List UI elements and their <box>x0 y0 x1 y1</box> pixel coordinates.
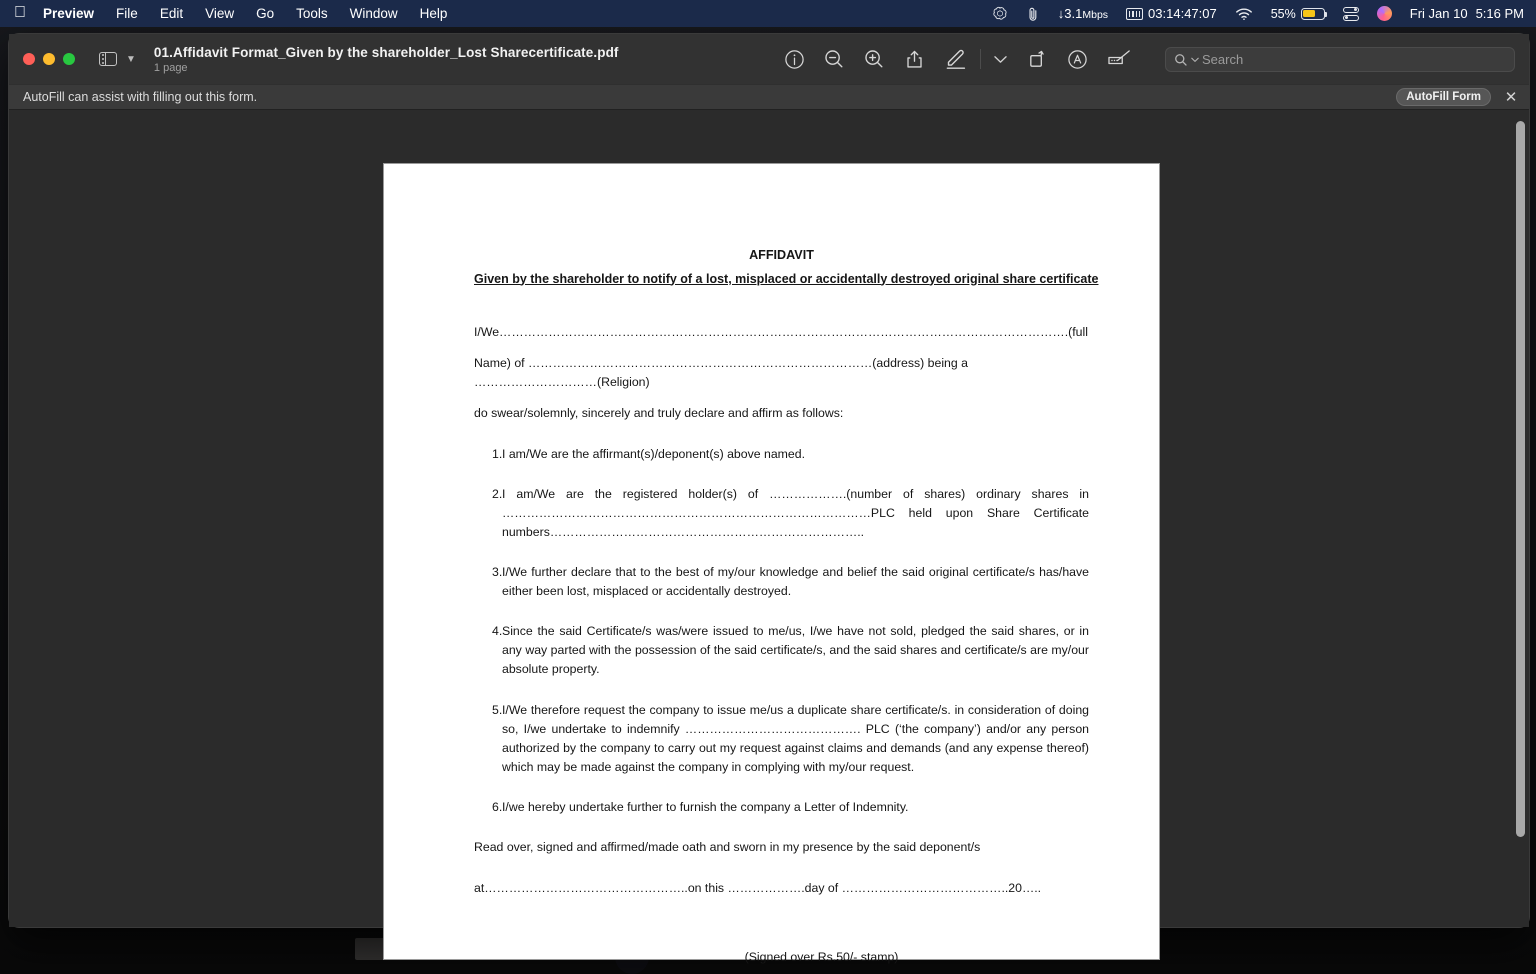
closing-line-2: at…………………………………………..on this ……………….day of …………………………………..20….. <box>474 880 1042 895</box>
close-button[interactable] <box>23 53 35 65</box>
affidavit-clause-list <box>474 445 1089 817</box>
network-speed-unit: Mbps <box>1082 8 1109 21</box>
list-item <box>474 563 1089 601</box>
info-icon[interactable] <box>774 42 814 76</box>
zoom-in-icon[interactable] <box>854 42 894 76</box>
document-title-block <box>154 45 619 74</box>
search-chevron-down-icon[interactable] <box>1191 57 1199 63</box>
menu-item-window[interactable]: Window <box>337 6 386 21</box>
clause-number: 2. <box>492 487 503 502</box>
affidavit-heading: AFFIDAVIT <box>749 248 814 262</box>
menu-item-edit[interactable]: Edit <box>147 6 172 21</box>
battery-percent-label: 55% <box>1270 6 1296 21</box>
apple-logo-icon[interactable] <box>14 5 26 21</box>
document-canvas[interactable] <box>9 111 1529 964</box>
clause-text: I/We therefore request the company to issue me/us a duplicate share certificate/s. in consideration of doing so, I/we undertake to indemnify ……………………………………. PLC (‘the company’) and/or any person authorized by the company to carry out my request against claims and demands (and any expense thereof) which may be made against the company in complying with my/our request. <box>502 702 1089 774</box>
minimize-button[interactable] <box>43 53 55 65</box>
clause-text: Since the said Certificate/s was/were issued to me/us, I/we have not sold, pledged the said shares, or in any way parted with the possession of the said certificate/s, and the said shares and certificate/s are my/our absolute property. <box>502 624 1089 677</box>
autofill-bar <box>9 84 1529 110</box>
menu-item-file[interactable]: File <box>104 6 126 21</box>
closing-line-1: Read over, signed and affirmed/made oath and sworn in my presence by the said deponent/s <box>474 839 981 854</box>
intro-line-1: I/We………………………………………………………………………………………………………………………….(full <box>474 324 1088 339</box>
menu-bar <box>0 0 1536 27</box>
search-field[interactable] <box>1165 47 1515 72</box>
zoom-out-icon[interactable] <box>814 42 854 76</box>
preview-window <box>8 33 1530 964</box>
list-item <box>474 622 1089 679</box>
clause-number: 3. <box>492 565 503 580</box>
wifi-icon[interactable] <box>1235 7 1253 21</box>
window-titlebar <box>9 34 1529 84</box>
menu-item-help[interactable]: Help <box>407 6 436 21</box>
menu-item-go[interactable]: Go <box>244 6 263 21</box>
download-arrow-icon: ↓ <box>1057 6 1065 21</box>
stamp-note: (Signed over Rs.50/- stamp) <box>744 949 899 964</box>
autofill-actions <box>1396 88 1519 106</box>
list-item <box>474 445 1089 464</box>
network-speed-indicator[interactable] <box>1058 6 1108 21</box>
menubar-clock[interactable]: 5:16 PM <box>1475 6 1524 21</box>
clause-text: I am/We are the affirmant(s)/deponent(s) above named. <box>502 447 806 462</box>
control-center-icon[interactable] <box>1343 7 1359 21</box>
toolbar-divider <box>980 49 981 69</box>
list-item <box>474 701 1089 777</box>
markup-pen-icon[interactable] <box>934 42 978 76</box>
page-title: 01.Affidavit Format_Given by the shareholder_Lost Sharecertificate.pdf <box>153 44 619 60</box>
vertical-scrollbar[interactable] <box>1516 121 1525 837</box>
network-speed-value: 3.1 <box>1064 6 1083 21</box>
siri-icon[interactable] <box>1377 6 1392 21</box>
timer-value: 03:14:47:07 <box>1148 6 1217 21</box>
closing-block <box>474 838 1089 898</box>
annotate-icon[interactable] <box>1057 42 1097 76</box>
clause-text: I am/We are the registered holder(s) of ……………….(number of shares) ordinary shares in ………………………………………………………………………………PLC held upon Share Certificate numbers………………………………………………………………….. <box>502 487 1089 540</box>
intro-line-2: Name) of …………………………………………………………………………(address) being a …………………………(Religion) <box>474 355 968 389</box>
menu-item-tools[interactable]: Tools <box>284 6 316 21</box>
page-count-label: 1 page <box>153 61 188 74</box>
intro-line-3: do swear/solemnly, sincerely and truly declare and affirm as follows: <box>474 406 844 421</box>
share-icon[interactable] <box>894 42 934 76</box>
clause-number: 5. <box>492 702 503 717</box>
rotate-icon[interactable] <box>1017 42 1057 76</box>
menubar-date[interactable]: Fri Jan 10 <box>1409 6 1468 21</box>
paperclip-icon[interactable] <box>1026 6 1040 22</box>
signature-icon[interactable] <box>1097 42 1143 76</box>
battery-indicator[interactable] <box>1271 7 1325 21</box>
chevron-down-icon[interactable] <box>983 42 1017 76</box>
autofill-form-button[interactable]: AutoFill Form <box>1396 88 1491 106</box>
menu-bar-status-area <box>974 6 1524 22</box>
clause-number: 4. <box>492 624 503 639</box>
clause-text: I/we hereby undertake further to furnish the company a Letter of Indemnity. <box>502 799 909 814</box>
list-item <box>474 798 1089 817</box>
toolbar <box>774 34 1143 84</box>
menu-item-preview[interactable]: Preview <box>31 6 83 21</box>
search-icon <box>1174 53 1188 67</box>
timer-icon <box>1126 8 1143 20</box>
sidebar-icon <box>99 52 117 66</box>
affidavit-subheading: Given by the shareholder to notify of a lost, misplaced or accidentally destroyed original share certificate <box>474 271 1099 286</box>
battery-icon <box>1301 8 1325 20</box>
chevron-down-icon[interactable]: ▼ <box>126 53 136 65</box>
menu-item-view[interactable]: View <box>193 6 223 21</box>
maximize-button[interactable] <box>63 53 75 65</box>
clause-text: I/We further declare that to the best of my/our knowledge and belief the said original certificate/s has/have either been lost, misplaced or accidentally destroyed. <box>502 565 1089 599</box>
clause-number: 6. <box>492 799 503 814</box>
search-placeholder: Search <box>1202 52 1244 67</box>
openai-icon[interactable] <box>992 6 1008 22</box>
timer-indicator[interactable] <box>1126 6 1217 21</box>
list-item <box>474 485 1089 542</box>
sidebar-toggle-button[interactable] <box>99 52 136 66</box>
clause-number: 1. <box>492 447 503 462</box>
autofill-message: AutoFill can assist with filling out this form. <box>23 90 258 104</box>
pdf-page-content <box>474 246 1099 967</box>
traffic-lights <box>23 53 75 65</box>
pdf-page[interactable] <box>384 164 1159 964</box>
close-icon[interactable]: ✕ <box>1504 88 1518 106</box>
